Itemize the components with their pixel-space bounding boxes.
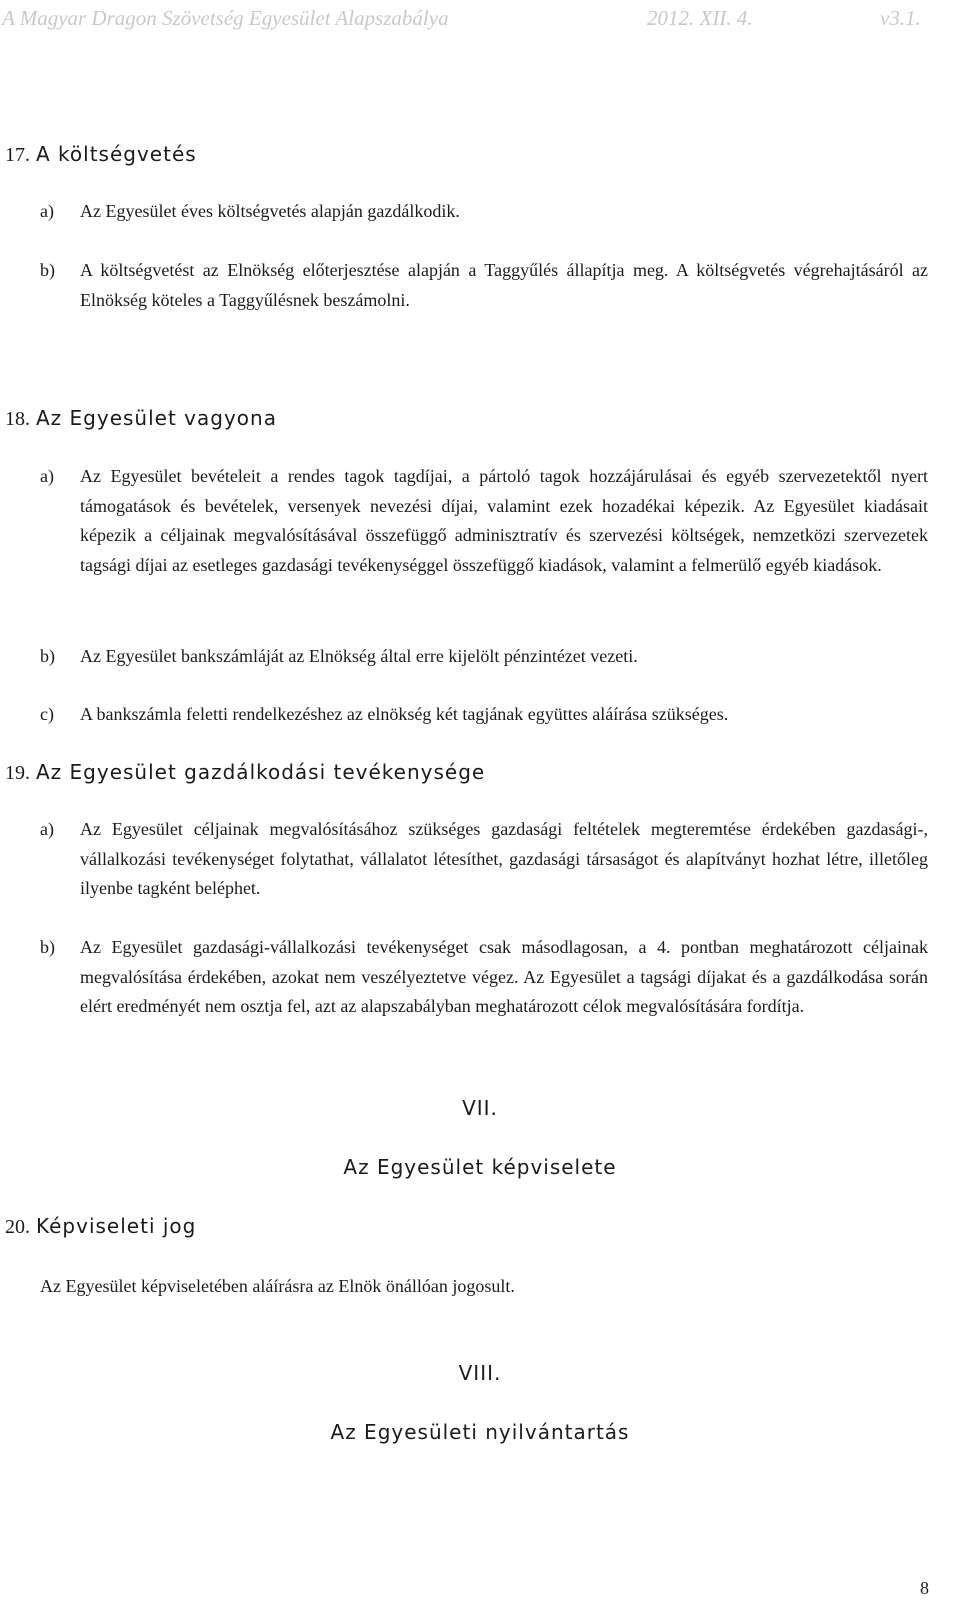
section-20-text	[40, 1272, 928, 1302]
section-19-heading	[5, 760, 485, 785]
item-text: A költségvetést az Elnökség előterjesztése alapján a Taggyűlés állapítja meg. A költségvetés végrehajtásáról az Elnökség köteles a Taggyűlésnek beszámolni.	[80, 260, 928, 310]
header-date: 2012. XII. 4.	[647, 6, 753, 30]
page-number: 8	[920, 1578, 929, 1598]
item-text: Az Egyesület bevételeit a rendes tagok tagdíjai, a pártoló tagok hozzájárulásai és egyéb szervezetektől nyert támogatások és bevételek, versenyek nevezési díjai, valamint ezek hozadékai képezik. Az Egyesület kiadásait képezik a céljainak megvalósításával összefüggő adminisztratív és szervezési költségek, nemzetközi szervezetek tagsági díjai az esetleges gazdasági tevékenységgel összefüggő kiadások, valamint a felmerülő egyéb kiadások.	[80, 466, 928, 575]
section-number: 17.	[5, 144, 30, 166]
header-title: A Magyar Dragon Szövetség Egyesület Alapszabálya	[2, 6, 449, 30]
item-text: Az Egyesület gazdasági-vállalkozási tevékenységet csak másodlagosan, a 4. pontban meghatározott céljainak megvalósítása érdekében, azokat nem veszélyeztetve végez. Az Egyesület a tagsági díjakat és a gazdálkodása során elért eredményét nem osztja fel, azt az alapszabályban meghatározott célok megvalósítására fordítja.	[80, 937, 928, 1017]
chapter-8-numeral: VIII.	[458, 1361, 502, 1385]
running-header	[0, 0, 960, 40]
item-label: b)	[40, 646, 55, 666]
item-label: b)	[40, 260, 55, 280]
item-label: a)	[40, 466, 54, 486]
item-label: b)	[40, 937, 55, 957]
section-18-item-a	[40, 462, 928, 580]
section-title: A költségvetés	[36, 142, 197, 166]
item-text: Az Egyesület céljainak megvalósításához szükséges gazdasági feltételek megteremtése érdekében gazdasági-, vállalkozási tevékenységet folytathat, vállalatot létesíthet, gazdasági társaságot és alapítványt hozhat létre, illetőleg ilyenbe tagként beléphet.	[80, 819, 928, 899]
item-text: Az Egyesület bankszámláját az Elnökség által erre kijelölt pénzintézet vezeti.	[80, 646, 638, 666]
section-18-item-c	[40, 700, 928, 730]
section-19-item-b	[40, 933, 928, 1022]
paragraph-text: Az Egyesület képviseletében aláírásra az Elnök önállóan jogosult.	[40, 1276, 515, 1296]
section-17-item-a	[40, 197, 928, 227]
header-version: v3.1.	[880, 6, 921, 30]
item-label: c)	[40, 704, 54, 724]
section-title: Az Egyesület vagyona	[36, 406, 277, 430]
section-number: 18.	[5, 408, 30, 430]
chapter-7-numeral: VII.	[462, 1096, 498, 1120]
chapter-7-title: Az Egyesület képviselete	[343, 1155, 617, 1179]
chapter-8-title: Az Egyesületi nyilvántartás	[330, 1420, 630, 1444]
item-text: A bankszámla feletti rendelkezéshez az elnökség két tagjának együttes aláírása szükséges.	[80, 704, 729, 724]
section-title: Az Egyesület gazdálkodási tevékenysége	[36, 760, 486, 784]
item-label: a)	[40, 819, 54, 839]
section-18-item-b	[40, 642, 928, 672]
section-title: Képviseleti jog	[36, 1214, 197, 1238]
item-text: Az Egyesület éves költségvetés alapján gazdálkodik.	[80, 201, 460, 221]
section-18-heading	[5, 406, 277, 431]
section-17-item-b	[40, 256, 928, 315]
section-number: 19.	[5, 762, 30, 784]
item-label: a)	[40, 201, 54, 221]
section-19-item-a	[40, 815, 928, 904]
section-17-heading	[5, 142, 197, 167]
section-20-heading	[5, 1214, 196, 1239]
section-number: 20.	[5, 1216, 30, 1238]
